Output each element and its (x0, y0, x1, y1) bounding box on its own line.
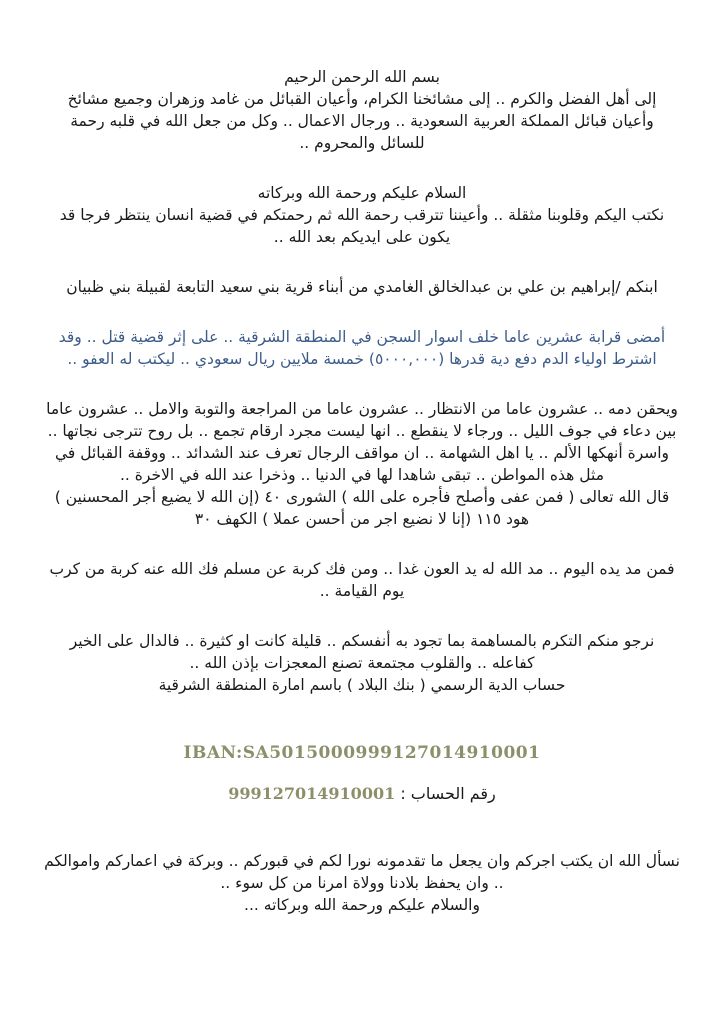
account-label: رقم الحساب : (400, 784, 496, 803)
closing-salam: والسلام عليكم ورحمة الله وبركاته ... (244, 896, 480, 914)
bank-section (42, 741, 682, 806)
request-line: كفاعله .. والقلوب مجتمعة تصنع المعجزات بإذن الله .. (189, 654, 535, 672)
closing-line: .. وان يحفظ بلادنا وولاة امرنا من كل سوء .. (220, 874, 504, 892)
hadith-line: فمن مد يده اليوم .. مد الله له يد العون غدا .. ومن فك كربة عن مسلم فك الله عنه كربة من كرب (49, 560, 675, 578)
account-number-line (42, 782, 682, 806)
case-line: أمضى قرابة عشرين عاما خلف اسوار السجن في المنطقة الشرقية .. على إثر قضية قتل .. وقد (58, 328, 666, 346)
appeal-section (42, 398, 682, 530)
quran-verse-line: قال الله تعالى ( فمن عفى وأصلح فأجره على الله ) الشورى ٤٠ (إن الله لا يضيع أجر المحسنين ) (54, 488, 670, 506)
greeting-line: يكون على ايديكم بعد الله .. (273, 228, 451, 246)
appeal-line: واسرة أنهكها الألم .. يا اهل الشهامة .. ان مواقف الرجال تعرف عند الشدائد .. ووقفة القبائل في (54, 444, 670, 462)
intro-line: وأعيان قبائل المملكة العربية السعودية .. ورجال الاعمال .. وكل من جعل الله في قلبه رحمة (70, 112, 654, 130)
intro-section (42, 66, 682, 154)
closing-line: نسأل الله ان يكتب اجركم وان يجعل ما تقدمونه نورا لكم في قبوركم .. وبركة في اعماركم واموالكم (44, 852, 680, 870)
case-line: اشترط اولياء الدم دفع دية قدرها (٥٠٠٠,٠٠٠) خمسة ملايين ريال سعودي .. ليكتب له العفو .. (67, 350, 657, 368)
iban-number[interactable]: IBAN:SA5015000999127014910001 (183, 743, 541, 763)
intro-line: للسائل والمحروم .. (299, 134, 425, 152)
salam-greeting: السلام عليكم ورحمة الله وبركاته (257, 184, 467, 202)
hadith-section (42, 558, 682, 602)
intro-line: إلى أهل الفضل والكرم .. إلى مشائخنا الكرام، وأعيان القبائل من غامد وزهران وجميع مشائخ (67, 90, 657, 108)
greeting-section (42, 182, 682, 248)
case-section (42, 326, 682, 370)
account-number[interactable]: 999127014910001 (228, 784, 396, 803)
appeal-line: مثل هذه المواطن .. تبقى شاهدا لها في الدنيا .. وذخرا عند الله في الاخرة .. (119, 466, 605, 484)
bank-account-title: حساب الدية الرسمي ( بنك البلاد ) باسم امارة المنطقة الشرقية (158, 676, 566, 694)
greeting-line: نكتب اليكم وقلوبنا مثقلة .. وأعيننا تترقب رحمة الله ثم رحمتكم في قضية انسان ينتظر فرجا قد (59, 206, 665, 224)
appeal-line: ويحقن دمه .. عشرون عاما من الانتظار .. عشرون عاما من المراجعة والتوبة والامل .. عشرون عاما (46, 400, 678, 418)
quran-verse-line: هود ١١٥ (إنا لا نضيع اجر من أحسن عملا ) الكهف ٣٠ (194, 510, 530, 528)
appeal-line: بين دعاء في جوف الليل .. ورجاء لا ينقطع .. انها ليست مجرد ارقام تجمع .. بل روح تترجى نجاتها .. (47, 422, 677, 440)
basmala: بسم الله الرحمن الرحيم (284, 68, 440, 86)
request-section (42, 630, 682, 696)
identity-line: ابنكم /إبراهيم بن علي بن عبدالخالق الغامدي من أبناء قرية بني سعيد التابعة لقبيلة بني ظبيان (66, 278, 658, 296)
request-line: نرجو منكم التكرم بالمساهمة بما تجود به أنفسكم .. قليلة كانت او كثيرة .. فالدال على الخير (69, 632, 655, 650)
hadith-line: يوم القيامة .. (319, 582, 405, 600)
closing-section (42, 850, 682, 916)
